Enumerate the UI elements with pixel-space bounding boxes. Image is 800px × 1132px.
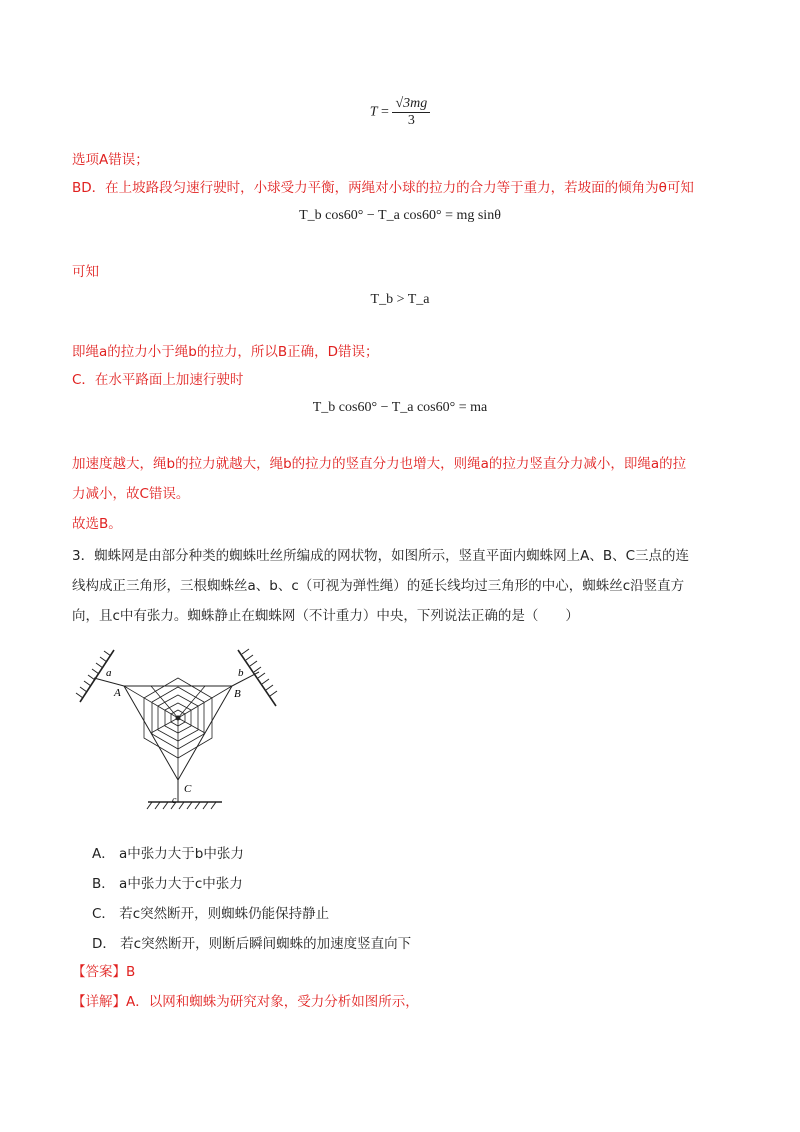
option-a: A． a中张力大于b中张力 [92, 846, 244, 862]
option-d: D． 若c突然断开，则断后瞬间蜘蛛的加速度竖直向下 [92, 936, 412, 952]
question-line-3: 向，且c中有张力。蜘蛛静止在蜘蛛网（不计重力）中央，下列说法正确的是（ ） [72, 608, 579, 624]
label-C: C [184, 783, 192, 795]
line-kezhi: 可知 [72, 264, 99, 280]
equation-tb-gt-ta: T_b > T_a [370, 292, 430, 307]
label-b: b [238, 667, 244, 679]
spider-web-figure [72, 640, 302, 820]
line-bd-analysis: BD．在上坡路段匀速行驶时，小球受力平衡，两绳对小球的拉力的合力等于重力，若坡面的倾角为θ可知 [72, 180, 694, 196]
detail-line [72, 992, 419, 1012]
label-A: A [114, 687, 121, 699]
detail-text: A．以网和蜘蛛为研究对象，受力分析如图所示， [126, 994, 419, 1010]
question-line-2: 线构成正三角形，三根蜘蛛丝a、b、c（可视为弹性绳）的延长线均过三角形的中心，蜘蛛丝c沿竖直方 [72, 578, 685, 594]
answer-line [72, 962, 135, 982]
label-B: B [234, 688, 241, 700]
line-rope-compare: 即绳a的拉力小于绳b的拉力，所以B正确，D错误； [72, 344, 379, 360]
label-c: c [172, 795, 177, 806]
detail-tag: 【详解】 [72, 994, 126, 1010]
question-line-1 [72, 546, 689, 566]
equation-tension [0, 96, 800, 129]
answer-value: B [126, 964, 136, 980]
line-choose-b: 故选B。 [72, 516, 122, 532]
question-number: 3． [72, 548, 95, 564]
question-text-1: 蜘蛛网是由部分种类的蜘蛛吐丝所编成的网状物，如图所示，竖直平面内蜘蛛网上A、B、C三点的连 [94, 548, 690, 564]
line-c-analysis: C．在水平路面上加速行驶时 [72, 372, 244, 388]
option-c: C． 若c突然断开，则蜘蛛仍能保持静止 [92, 906, 330, 922]
eq-equals: = [381, 104, 389, 120]
answer-tag: 【答案】 [72, 964, 126, 980]
line-accel-2: 力减小，故C错误。 [72, 486, 190, 502]
eq-fraction [392, 96, 430, 129]
eq-denominator: 3 [407, 113, 415, 128]
label-a: a [106, 667, 112, 679]
option-b: B． a中张力大于c中张力 [92, 876, 243, 892]
line-accel-1: 加速度越大，绳b的拉力就越大，绳b的拉力的竖直分力也增大，则绳a的拉力竖直分力减小，即绳a的拉 [72, 456, 687, 472]
equation-bd: T_b cos60° − T_a cos60° = mg sinθ [299, 208, 501, 223]
eq-numerator: √3mg [392, 96, 430, 113]
eq-lhs: T [369, 104, 378, 120]
line-option-a-wrong: 选项A错误； [72, 152, 149, 168]
equation-c: T_b cos60° − T_a cos60° = ma [312, 400, 488, 415]
